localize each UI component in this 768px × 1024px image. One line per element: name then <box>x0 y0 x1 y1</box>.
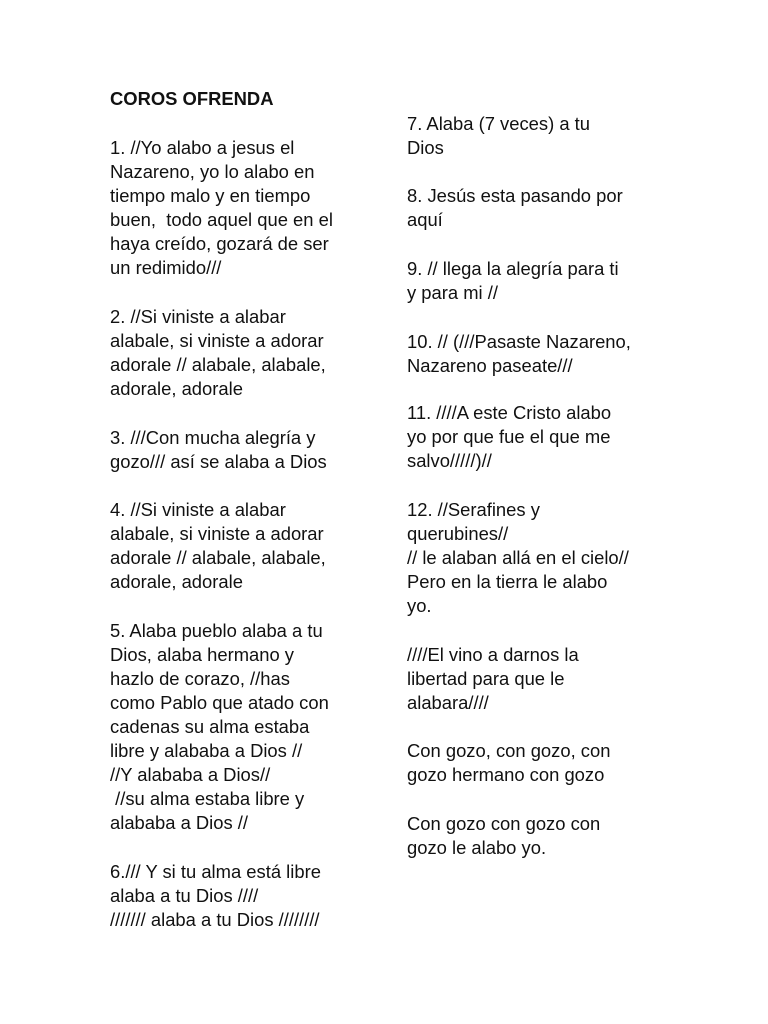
coro-12-line: // le alaban allá en el cielo// <box>407 547 629 568</box>
coro-1-line: haya creído, gozará de ser <box>110 233 329 254</box>
coro-2-line: adorale, adorale <box>110 378 243 399</box>
coro-2-line: alabale, si viniste a adorar <box>110 330 324 351</box>
coro-4-line: 4. //Si viniste a alabar <box>110 499 286 520</box>
coro-1-line: tiempo malo y en tiempo <box>110 185 311 206</box>
coro-el-vino-line: alabara//// <box>407 692 489 713</box>
coro-1-line: un redimido/// <box>110 257 222 278</box>
coro-2-line: 2. //Si viniste a alabar <box>110 306 286 327</box>
coro-1-line: buen, todo aquel que en el <box>110 209 333 230</box>
coro-6-line: alaba a tu Dios //// <box>110 885 259 906</box>
coro-5-line: libre y alababa a Dios // <box>110 740 303 761</box>
coro-3-line: 3. ///Con mucha alegría y <box>110 427 316 448</box>
coro-8-line: 8. Jesús esta pasando por <box>407 185 623 206</box>
coro-con-gozo-2-line: Con gozo con gozo con <box>407 813 601 834</box>
coro-12-line: querubines// <box>407 523 509 544</box>
coro-7-line: 7. Alaba (7 veces) a tu <box>407 113 590 134</box>
coro-5-line: como Pablo que atado con <box>110 692 329 713</box>
coro-6-line: 6./// Y si tu alma está libre <box>110 861 321 882</box>
coro-9-line: 9. // llega la alegría para ti <box>407 258 619 279</box>
coro-3-line: gozo/// así se alaba a Dios <box>110 451 327 472</box>
coro-10-line: Nazareno paseate/// <box>407 355 573 376</box>
coro-12-line: Pero en la tierra le alabo <box>407 571 608 592</box>
coro-el-vino-line: ////El vino a darnos la <box>407 644 579 665</box>
coro-9-line: y para mi // <box>407 282 498 303</box>
coro-con-gozo-line: gozo hermano con gozo <box>407 764 605 785</box>
coro-11-line: yo por que fue el que me <box>407 426 611 447</box>
coro-11-line: salvo/////)// <box>407 450 492 471</box>
coro-12-line: 12. //Serafines y <box>407 499 540 520</box>
coro-11-line: 11. ////A este Cristo alabo <box>407 402 612 423</box>
coro-con-gozo-line: Con gozo, con gozo, con <box>407 740 611 761</box>
coro-4-line: adorale // alabale, alabale, <box>110 547 326 568</box>
coro-5-line: hazlo de corazo, //has <box>110 668 290 689</box>
coro-1-line: Nazareno, yo lo alabo en <box>110 161 315 182</box>
coro-6-line: /////// alaba a tu Dios //////// <box>110 909 320 930</box>
coro-5-line: Dios, alaba hermano y <box>110 644 295 665</box>
coro-4-line: adorale, adorale <box>110 571 243 592</box>
coro-4-line: alabale, si viniste a adorar <box>110 523 324 544</box>
document-title: COROS OFRENDA <box>110 88 274 109</box>
coro-con-gozo-2-line: gozo le alabo yo. <box>407 837 547 858</box>
coro-2-line: adorale // alabale, alabale, <box>110 354 326 375</box>
coro-1-line: 1. //Yo alabo a jesus el <box>110 137 295 158</box>
coro-8-line: aquí <box>407 209 443 230</box>
coro-5-line: //Y alababa a Dios// <box>110 764 271 785</box>
coro-el-vino-line: libertad para que le <box>407 668 565 689</box>
coro-5-line: cadenas su alma estaba <box>110 716 310 737</box>
coro-5-line: 5. Alaba pueblo alaba a tu <box>110 620 323 641</box>
coro-5-line: //su alma estaba libre y <box>110 788 305 809</box>
coro-12-line: yo. <box>407 595 432 616</box>
coro-7-line: Dios <box>407 137 444 158</box>
coro-5-line: alababa a Dios // <box>110 812 249 833</box>
coro-10-line: 10. // (///Pasaste Nazareno, <box>407 331 631 352</box>
